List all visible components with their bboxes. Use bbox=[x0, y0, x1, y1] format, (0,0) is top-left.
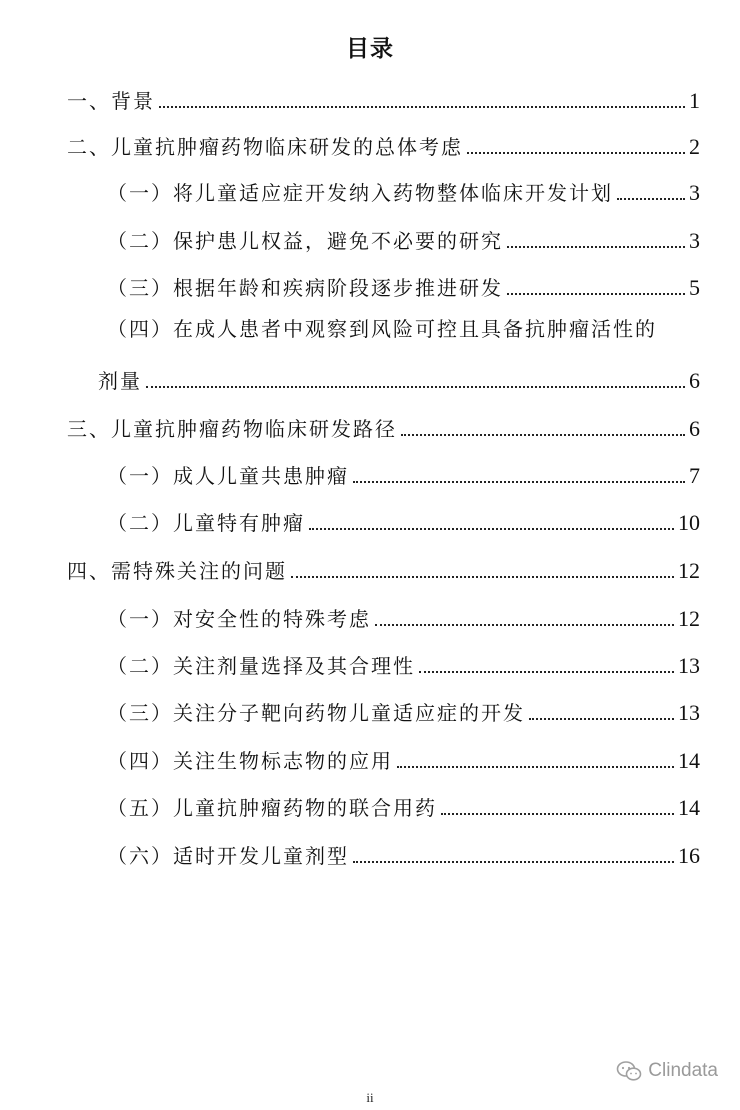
toc-entry-2-2[interactable] bbox=[107, 222, 700, 254]
toc-entry-label: （三）关注分子靶向药物儿童适应症的开发 bbox=[107, 701, 525, 725]
toc-entry-label: （二）儿童特有肿瘤 bbox=[107, 511, 305, 535]
dot-leader bbox=[353, 481, 685, 483]
toc-entry-label: 二、儿童抗肿瘤药物临床研发的总体考虑 bbox=[67, 135, 463, 159]
toc-entry-4-4[interactable] bbox=[107, 742, 700, 774]
toc-entry-label: （二）保护患儿权益，避免不必要的研究 bbox=[107, 229, 503, 253]
toc-entry-page: 13 bbox=[678, 700, 700, 725]
toc-entry-2-4[interactable] bbox=[98, 362, 700, 394]
toc-entry-label: （三）根据年龄和疾病阶段逐步推进研发 bbox=[107, 276, 503, 300]
toc-entry-page: 7 bbox=[689, 463, 700, 488]
toc-entry-2-1[interactable] bbox=[107, 174, 700, 206]
toc-entry-label: （一）对安全性的特殊考虑 bbox=[107, 607, 371, 631]
toc-entry-4-6[interactable] bbox=[107, 837, 700, 869]
dot-leader bbox=[291, 576, 674, 578]
toc-entry-page: 5 bbox=[689, 275, 700, 300]
toc-entry-special-concerns[interactable] bbox=[67, 552, 700, 584]
toc-entry-4-5[interactable] bbox=[107, 789, 700, 821]
toc-entry-clinical-pathway[interactable] bbox=[67, 410, 700, 442]
toc-entry-3-2[interactable] bbox=[107, 504, 700, 536]
footer-page-number: ii bbox=[366, 1090, 374, 1105]
toc-entry-4-1[interactable] bbox=[107, 600, 700, 632]
toc-entry-label: （一）将儿童适应症开发纳入药物整体临床开发计划 bbox=[107, 181, 613, 205]
toc-entry-label: 剂量 bbox=[98, 369, 142, 393]
toc-entry-label: （二）关注剂量选择及其合理性 bbox=[107, 654, 415, 678]
toc-entry-page: 10 bbox=[678, 510, 700, 535]
dot-leader bbox=[419, 671, 674, 673]
dot-leader bbox=[146, 386, 685, 388]
toc-entry-overall-considerations[interactable] bbox=[67, 128, 700, 160]
toc-entry-page: 16 bbox=[678, 843, 700, 868]
toc-entry-page: 2 bbox=[689, 134, 700, 159]
toc-entry-page: 14 bbox=[678, 748, 700, 773]
toc-entry-page: 3 bbox=[689, 180, 700, 205]
toc-entry-label: 一、背景 bbox=[67, 89, 155, 113]
toc-entry-page: 6 bbox=[689, 368, 700, 393]
toc-entry-2-3[interactable] bbox=[107, 269, 700, 301]
toc-entry-page: 14 bbox=[678, 795, 700, 820]
watermark-text: Clindata bbox=[648, 1060, 718, 1081]
dot-leader bbox=[309, 528, 674, 530]
toc-entry-label: （一）成人儿童共患肿瘤 bbox=[107, 464, 349, 488]
toc-entry-3-1[interactable] bbox=[107, 457, 700, 489]
toc-entry-label: 四、需特殊关注的问题 bbox=[67, 559, 287, 583]
dot-leader bbox=[401, 434, 685, 436]
toc-entry-page: 13 bbox=[678, 653, 700, 678]
wechat-icon bbox=[616, 1060, 642, 1082]
dot-leader bbox=[467, 152, 685, 154]
dot-leader bbox=[397, 766, 674, 768]
dot-leader bbox=[159, 106, 685, 108]
dot-leader bbox=[375, 624, 674, 626]
toc-entry-label: 三、儿童抗肿瘤药物临床研发路径 bbox=[67, 417, 397, 441]
toc-entry-2-4-first-line[interactable]: （四）在成人患者中观察到风险可控且具备抗肿瘤活性的 bbox=[107, 317, 657, 341]
toc-entry-page: 12 bbox=[678, 558, 700, 583]
dot-leader bbox=[507, 246, 685, 248]
dot-leader bbox=[617, 198, 685, 200]
toc-entry-4-3[interactable] bbox=[107, 694, 700, 726]
toc-entry-page: 6 bbox=[689, 416, 700, 441]
toc-entry-label: （四）关注生物标志物的应用 bbox=[107, 749, 393, 773]
watermark bbox=[616, 1060, 718, 1082]
dot-leader bbox=[529, 718, 674, 720]
toc-entry-background[interactable] bbox=[67, 82, 700, 114]
dot-leader bbox=[507, 293, 685, 295]
toc-entry-label: （五）儿童抗肿瘤药物的联合用药 bbox=[107, 796, 437, 820]
dot-leader bbox=[441, 813, 674, 815]
dot-leader bbox=[353, 861, 674, 863]
toc-entry-page: 3 bbox=[689, 228, 700, 253]
toc-entry-page: 1 bbox=[689, 88, 700, 113]
toc-entry-label: （六）适时开发儿童剂型 bbox=[107, 844, 349, 868]
toc-entry-4-2[interactable] bbox=[107, 647, 700, 679]
page-title: 目录 bbox=[346, 35, 394, 62]
toc-entry-page: 12 bbox=[678, 606, 700, 631]
